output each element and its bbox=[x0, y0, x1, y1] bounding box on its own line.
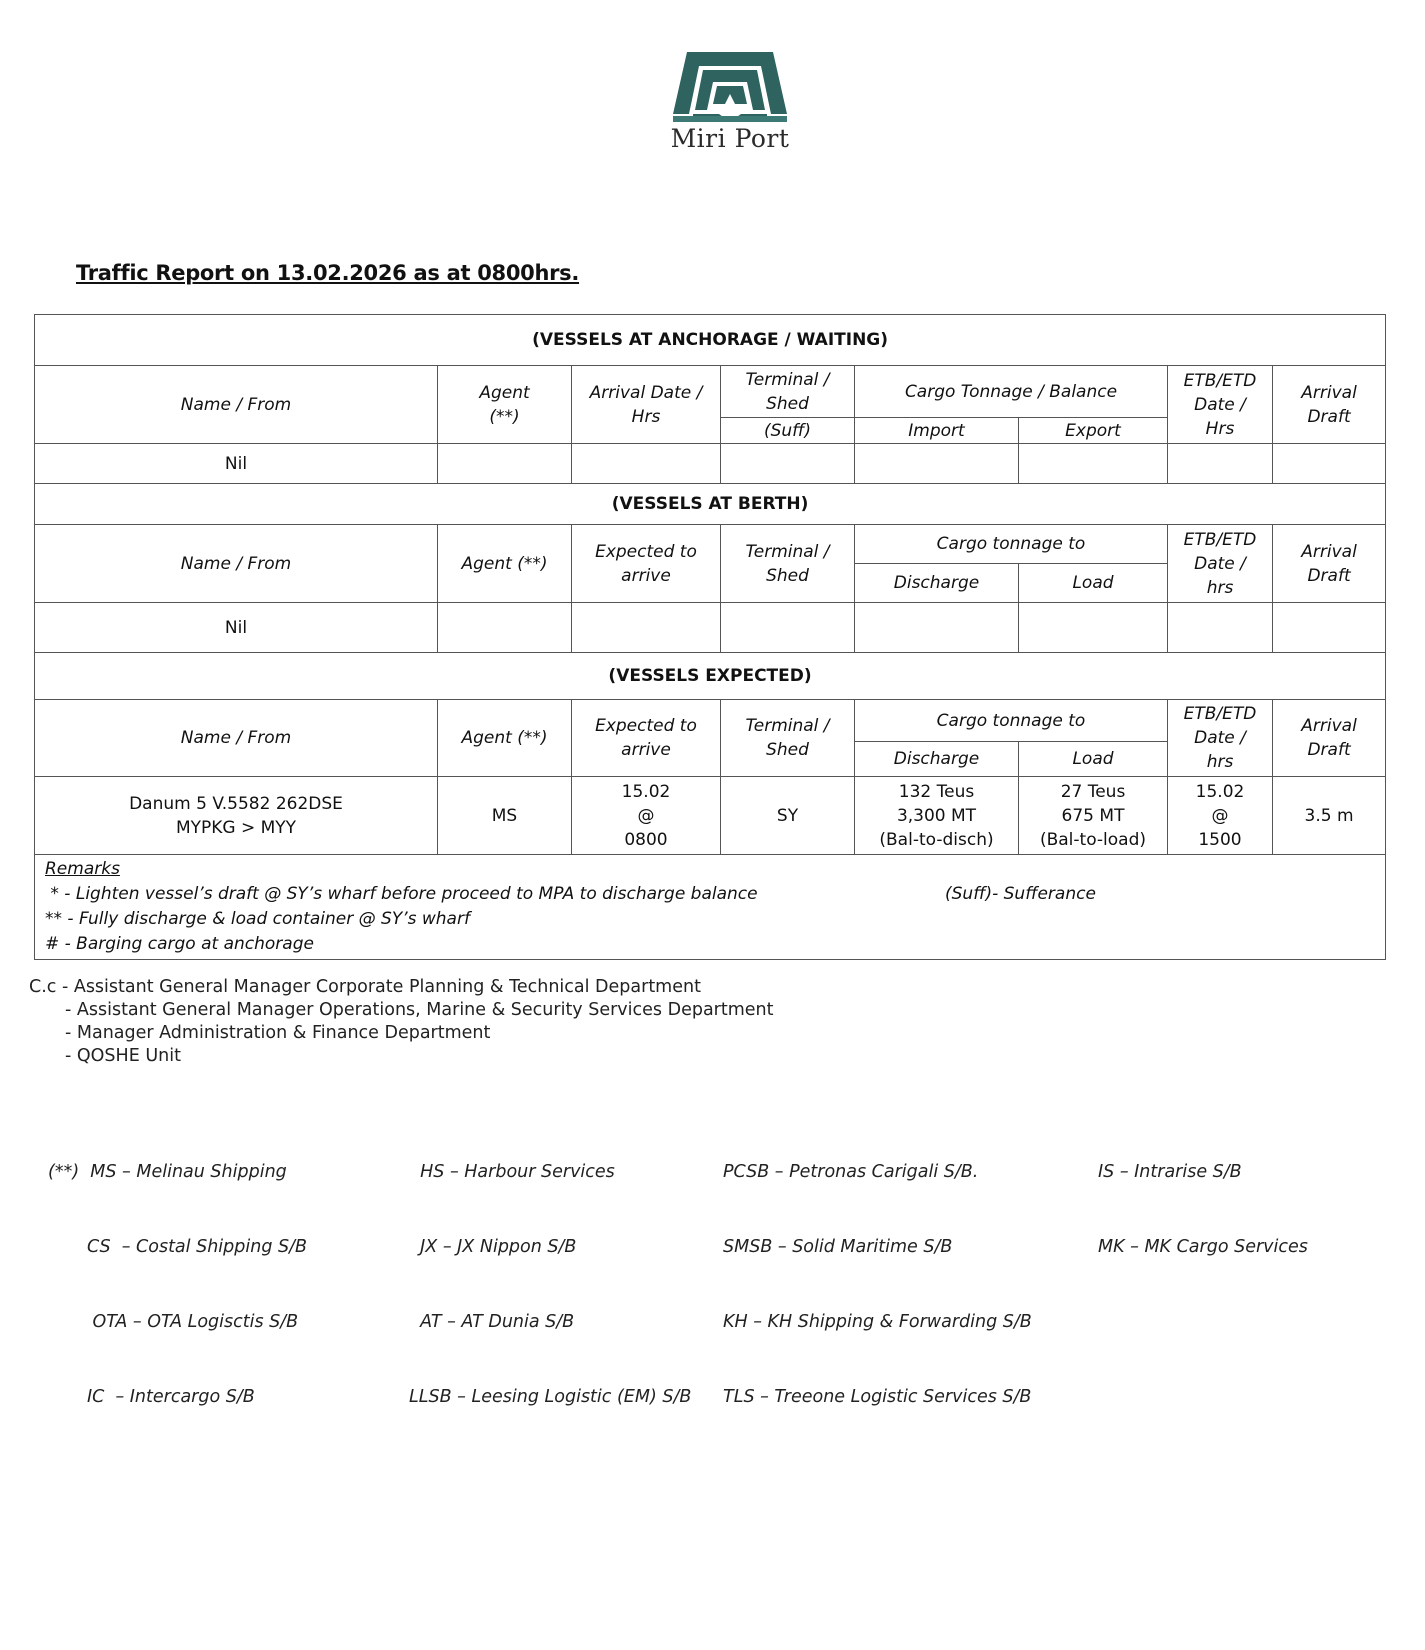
table-row bbox=[35, 444, 1386, 484]
etb-time: 1500 bbox=[1198, 829, 1242, 850]
legend-item: IC – Intercargo S/B bbox=[48, 1387, 255, 1407]
legend-item: HS – Harbour Services bbox=[409, 1162, 615, 1182]
expected-row-terminal: SY bbox=[721, 777, 855, 855]
legend-item: JX – JX Nippon S/B bbox=[409, 1237, 577, 1257]
legend-item: OTA – OTA Logisctis S/B bbox=[48, 1312, 299, 1332]
legend-column-2 bbox=[409, 1110, 691, 1435]
anchorage-header-draft: Arrival Draft bbox=[1273, 366, 1386, 444]
expected-header-expected: Expected to arrive bbox=[572, 700, 721, 777]
load-note: (Bal-to-load) bbox=[1039, 829, 1147, 850]
anchorage-header-name: Name / From bbox=[35, 366, 438, 444]
anchorage-header-cargo: Cargo Tonnage / Balance bbox=[855, 366, 1168, 418]
berth-header-expected: Expected to arrive bbox=[572, 525, 721, 603]
berth-header-load: Load bbox=[1019, 564, 1168, 603]
expected-row-agent: MS bbox=[438, 777, 572, 855]
legend-item: IS – Intrarise S/B bbox=[1098, 1162, 1242, 1182]
legend-column-1 bbox=[48, 1110, 307, 1435]
expected-row-discharge bbox=[855, 777, 1019, 855]
remarks-suff-note: (Suff)- Sufferance bbox=[945, 884, 1096, 904]
miri-port-logo bbox=[668, 52, 792, 162]
anchorage-header-etb: ETB/ETD Date / Hrs bbox=[1168, 366, 1273, 444]
traffic-report-table bbox=[34, 314, 1386, 960]
remarks-line-1: * - Lighten vessel’s draft @ SY’s wharf before proceed to MPA to discharge balance bbox=[45, 884, 758, 904]
expected-header-terminal: Terminal / Shed bbox=[721, 700, 855, 777]
expected-header-name: Name / From bbox=[35, 700, 438, 777]
anchorage-header-agent: Agent (**) bbox=[438, 366, 572, 444]
cc-line: - QOSHE Unit bbox=[65, 1046, 181, 1066]
berth-header-name: Name / From bbox=[35, 525, 438, 603]
arrive-time: 0800 bbox=[624, 829, 668, 850]
discharge-mt: 3,300 MT bbox=[896, 805, 977, 826]
anchorage-header-export: Export bbox=[1019, 418, 1168, 444]
table-row bbox=[35, 777, 1386, 855]
legend-item: KH – KH Shipping & Forwarding S/B bbox=[723, 1312, 1032, 1332]
expected-row-arrive bbox=[572, 777, 721, 855]
arrive-date: 15.02 bbox=[621, 781, 671, 802]
expected-header-load: Load bbox=[1019, 742, 1168, 777]
anchorage-header-import: Import bbox=[855, 418, 1019, 444]
expected-header-etb: ETB/ETD Date / hrs bbox=[1168, 700, 1273, 777]
load-teus: 27 Teus bbox=[1060, 781, 1126, 802]
berth-row-name: Nil bbox=[35, 603, 438, 653]
expected-row-etb bbox=[1168, 777, 1273, 855]
legend-item: MK – MK Cargo Services bbox=[1098, 1237, 1308, 1257]
expected-row-name bbox=[35, 777, 438, 855]
miri-port-logo-icon bbox=[673, 52, 787, 122]
cc-line: C.c - Assistant General Manager Corporate Planning & Technical Department bbox=[29, 977, 701, 997]
etb-at: @ bbox=[1211, 805, 1229, 826]
vessel-route: MYPKG > MYY bbox=[175, 817, 297, 838]
berth-header-etb: ETB/ETD Date / hrs bbox=[1168, 525, 1273, 603]
expected-header-draft: Arrival Draft bbox=[1273, 700, 1386, 777]
etb-date: 15.02 bbox=[1195, 781, 1245, 802]
berth-header-draft: Arrival Draft bbox=[1273, 525, 1386, 603]
legend-item: TLS – Treeone Logistic Services S/B bbox=[723, 1387, 1032, 1407]
expected-heading: (VESSELS EXPECTED) bbox=[35, 653, 1386, 700]
legend-item: AT – AT Dunia S/B bbox=[409, 1312, 575, 1332]
cc-line: - Manager Administration & Finance Department bbox=[65, 1023, 491, 1043]
legend-item: SMSB – Solid Maritime S/B bbox=[723, 1237, 953, 1257]
legend-item: PCSB – Petronas Carigali S/B. bbox=[723, 1162, 979, 1182]
anchorage-heading: (VESSELS AT ANCHORAGE / WAITING) bbox=[35, 315, 1386, 366]
legend-column-4 bbox=[1098, 1110, 1308, 1285]
anchorage-header-terminal: Terminal / Shed bbox=[721, 366, 855, 418]
discharge-teus: 132 Teus bbox=[898, 781, 975, 802]
remarks-box bbox=[35, 855, 1386, 960]
berth-heading: (VESSELS AT BERTH) bbox=[35, 484, 1386, 525]
expected-header-discharge: Discharge bbox=[855, 742, 1019, 777]
cc-line: - Assistant General Manager Operations, Marine & Security Services Department bbox=[65, 1000, 774, 1020]
legend-item: CS – Costal Shipping S/B bbox=[48, 1237, 307, 1257]
table-row bbox=[35, 603, 1386, 653]
anchorage-row-name: Nil bbox=[35, 444, 438, 484]
berth-header-discharge: Discharge bbox=[855, 564, 1019, 603]
report-title: Traffic Report on 13.02.2026 as at 0800hrs. bbox=[76, 261, 580, 285]
legend-column-3 bbox=[723, 1110, 1032, 1435]
vessel-name: Danum 5 V.5582 262DSE bbox=[129, 793, 343, 814]
remarks-title: Remarks bbox=[45, 859, 120, 879]
legend-item: (**) MS – Melinau Shipping bbox=[48, 1162, 287, 1182]
remarks-line-3: # - Barging cargo at anchorage bbox=[45, 934, 314, 954]
arrive-at: @ bbox=[637, 805, 655, 826]
berth-header-agent: Agent (**) bbox=[438, 525, 572, 603]
anchorage-header-suff: (Suff) bbox=[721, 418, 855, 444]
expected-header-cargo: Cargo tonnage to bbox=[855, 700, 1168, 742]
legend-item: LLSB – Leesing Logistic (EM) S/B bbox=[409, 1387, 692, 1407]
discharge-note: (Bal-to-disch) bbox=[879, 829, 994, 850]
expected-row-draft: 3.5 m bbox=[1273, 777, 1386, 855]
cc-list bbox=[29, 976, 774, 1068]
load-mt: 675 MT bbox=[1061, 805, 1125, 826]
logo-text: Miri Port bbox=[670, 124, 790, 153]
expected-header-agent: Agent (**) bbox=[438, 700, 572, 777]
remarks-line-2: ** - Fully discharge & load container @ SY’s wharf bbox=[45, 909, 470, 929]
berth-header-cargo: Cargo tonnage to bbox=[855, 525, 1168, 564]
anchorage-header-arrival: Arrival Date / Hrs bbox=[572, 366, 721, 444]
expected-row-load bbox=[1019, 777, 1168, 855]
berth-header-terminal: Terminal / Shed bbox=[721, 525, 855, 603]
